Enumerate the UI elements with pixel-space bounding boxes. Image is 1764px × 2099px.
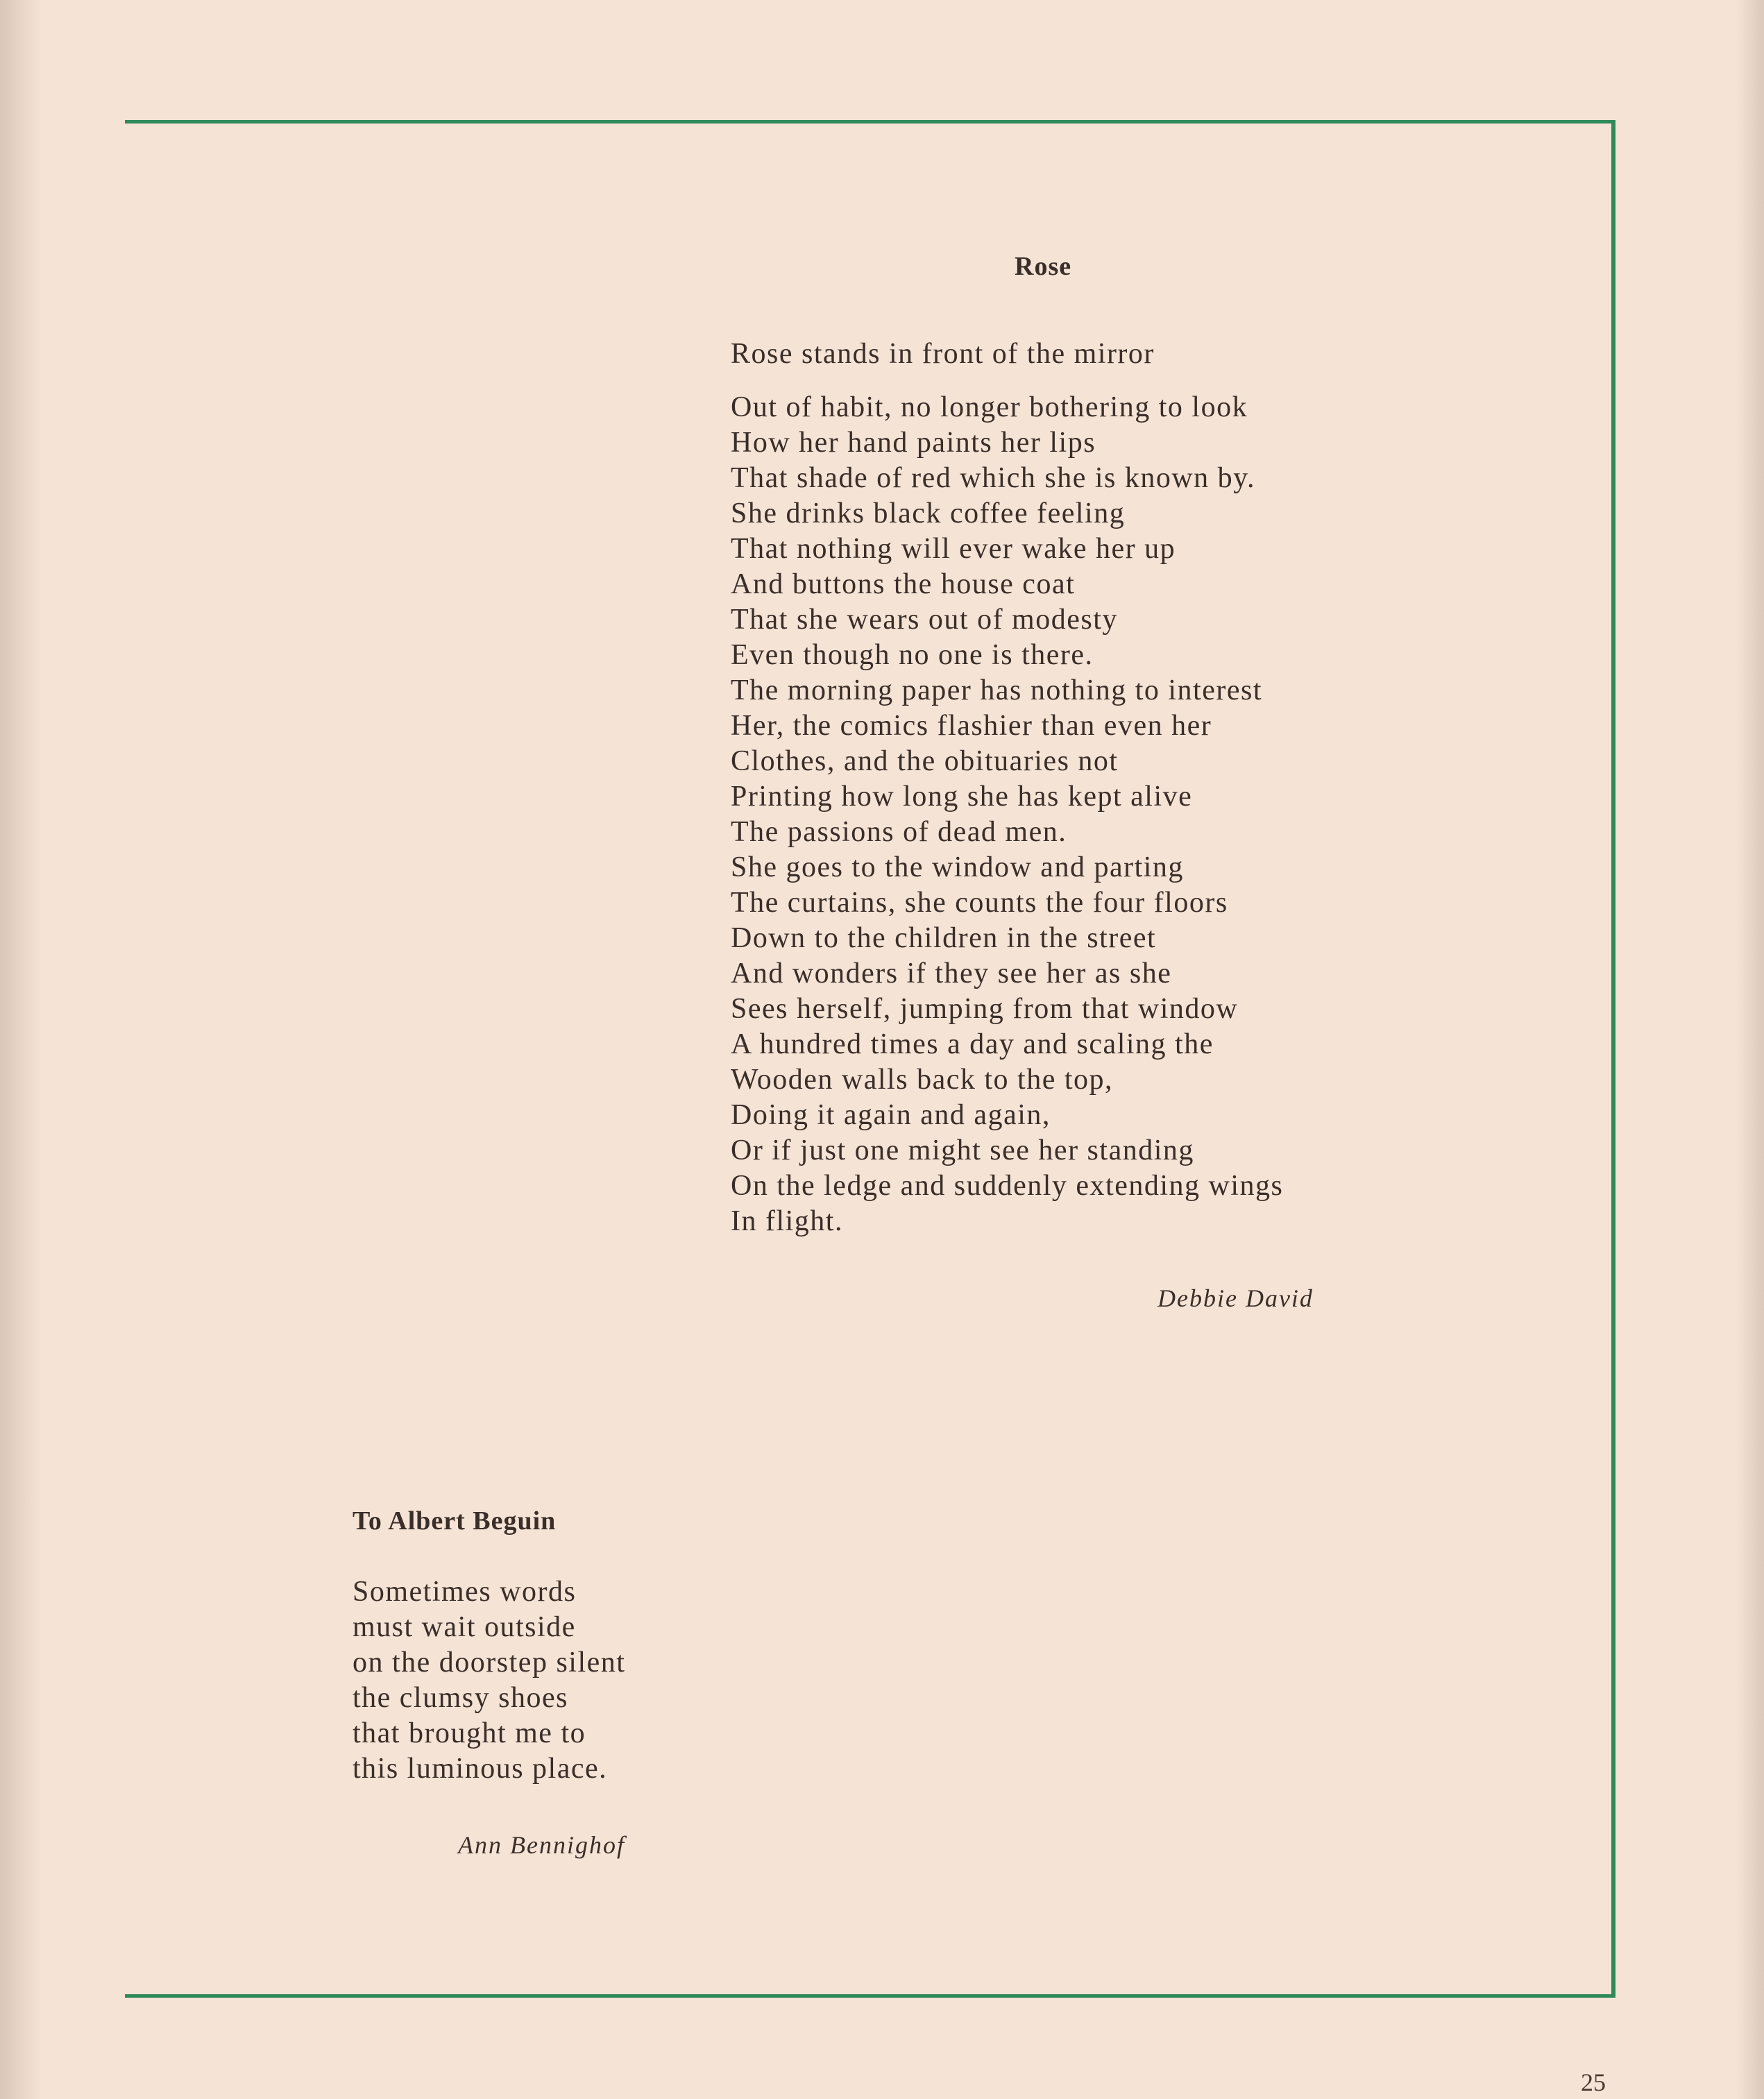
- poem-line: That nothing will ever wake her up: [731, 533, 1176, 565]
- poem-line: Her, the comics flashier than even her: [731, 710, 1212, 742]
- poem-line: On the ledge and suddenly extending wings: [731, 1170, 1284, 1202]
- poem-line: The passions of dead men.: [731, 816, 1067, 848]
- poem-line: must wait outside: [353, 1611, 576, 1643]
- poem-line: She drinks black coffee feeling: [731, 498, 1126, 529]
- poem-line: The curtains, she counts the four floors: [731, 887, 1228, 919]
- poem-line: Or if just one might see her standing: [731, 1135, 1194, 1166]
- poem-line: that brought me to: [353, 1717, 586, 1749]
- poem-line: Sees herself, jumping from that window: [731, 993, 1239, 1025]
- poem-line: And wonders if they see her as she: [731, 958, 1172, 989]
- poem-line: She goes to the window and parting: [731, 851, 1184, 883]
- frame-right-rule: [1611, 120, 1615, 1998]
- page-number: 25: [1581, 2068, 1606, 2096]
- albert-beguin-author: Ann Bennighof: [458, 1831, 625, 1859]
- poem-line: Clothes, and the obituaries not: [731, 745, 1119, 777]
- poem-line: Down to the children in the street: [731, 922, 1157, 954]
- frame-bottom-rule: [125, 1994, 1615, 1998]
- poem-line: Out of habit, no longer bothering to look: [731, 391, 1248, 423]
- poem-line: And buttons the house coat: [731, 568, 1076, 600]
- poem-line: A hundred times a day and scaling the: [731, 1028, 1214, 1060]
- albert-beguin-poem-title: To Albert Beguin: [353, 1506, 557, 1536]
- poem-line: That shade of red which she is known by.: [731, 462, 1255, 494]
- poem-line: this luminous place.: [353, 1753, 608, 1785]
- rose-author: Debbie David: [1157, 1284, 1314, 1312]
- poem-line: Printing how long she has kept alive: [731, 781, 1193, 813]
- frame-top-rule: [125, 120, 1615, 124]
- poem-line: How her hand paints her lips: [731, 427, 1096, 459]
- poem-line: Sometimes words: [353, 1576, 577, 1608]
- poem-line: The morning paper has nothing to interest: [731, 674, 1263, 706]
- poem-line: Even though no one is there.: [731, 639, 1094, 671]
- poem-line: Wooden walls back to the top,: [731, 1064, 1114, 1096]
- poem-line: on the doorstep silent: [353, 1647, 626, 1679]
- rose-poem-title: Rose: [1015, 252, 1072, 281]
- poem-line: the clumsy shoes: [353, 1682, 568, 1714]
- page-gutter-shade: [0, 0, 42, 2099]
- poem-line: That she wears out of modesty: [731, 604, 1118, 636]
- page-edge-shade: [1736, 0, 1764, 2099]
- poem-line: In flight.: [731, 1205, 843, 1237]
- poem-line: Rose stands in front of the mirror: [731, 338, 1155, 370]
- poem-line: Doing it again and again,: [731, 1099, 1051, 1131]
